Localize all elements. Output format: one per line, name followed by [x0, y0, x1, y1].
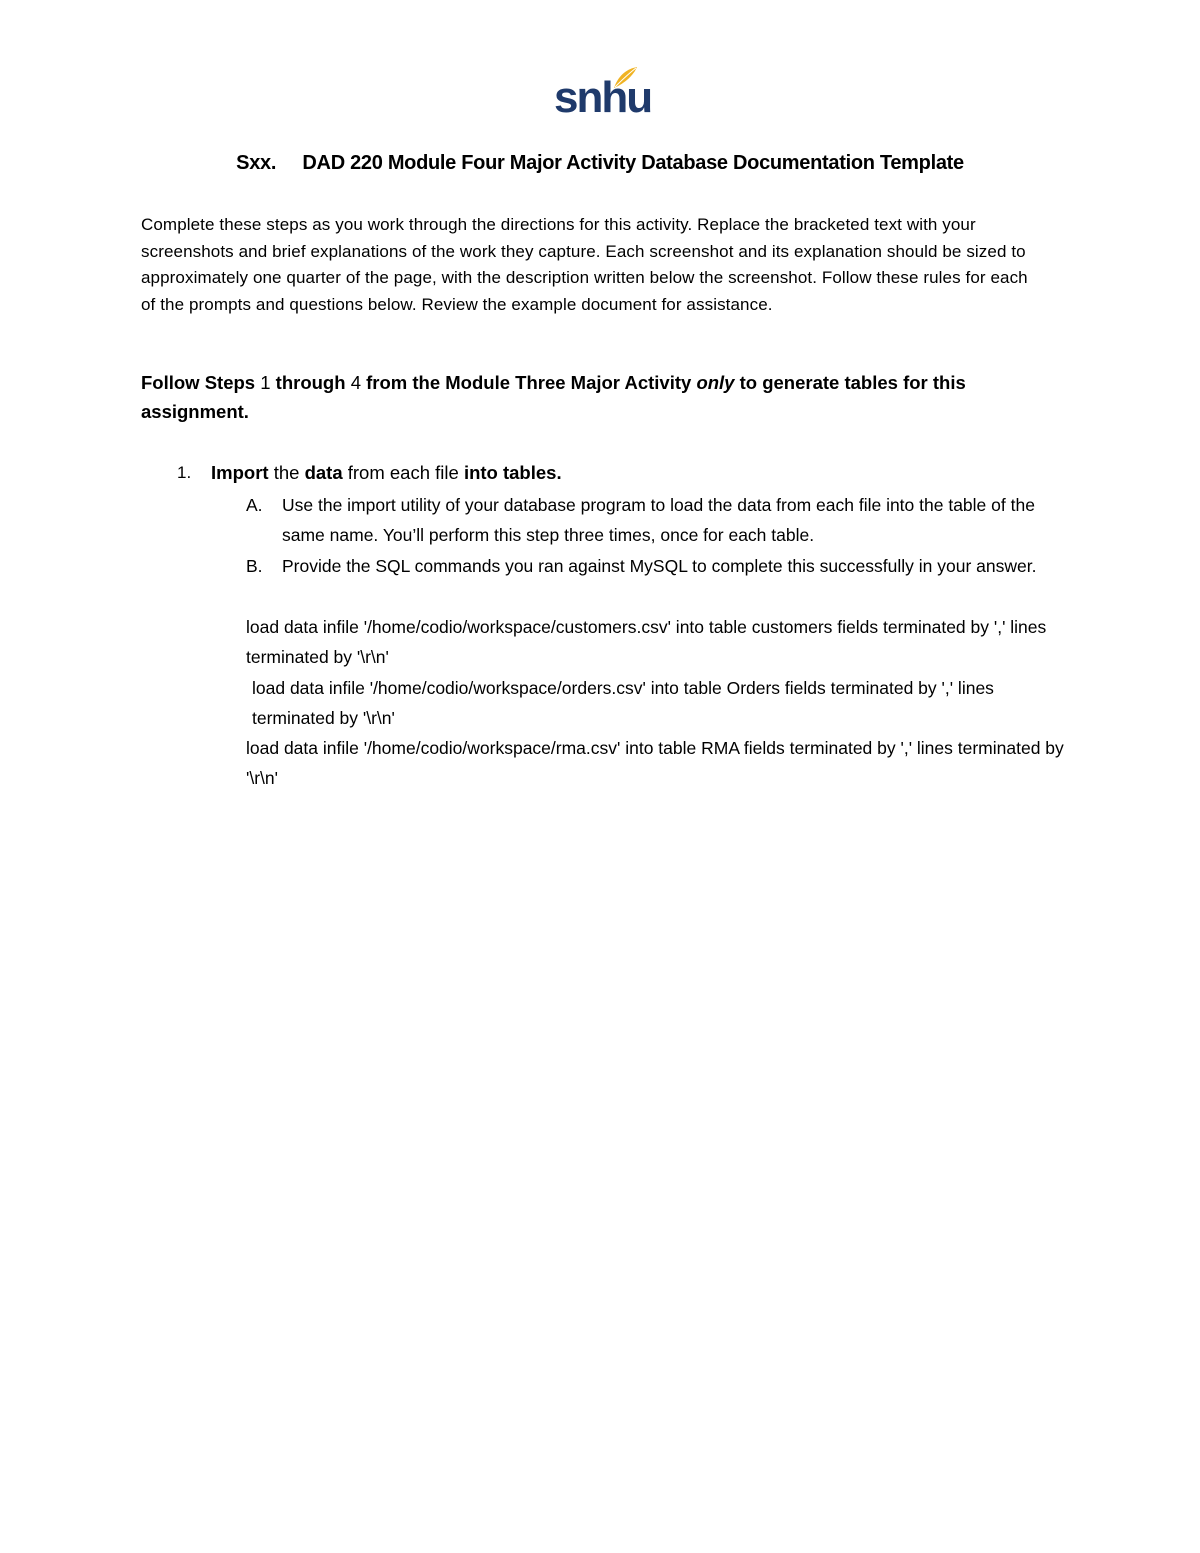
- follow-text-2: through: [270, 372, 351, 393]
- sql-command-rma: load data infile '/home/codio/workspace/rma.csv' into table RMA fields terminated by ',' lines terminated by '\r\n': [246, 738, 1064, 789]
- follow-text-1: Follow Steps: [141, 372, 261, 393]
- follow-text-3: from the Module Three Major Activity: [360, 372, 697, 393]
- step-word-the: the: [268, 462, 305, 483]
- step-word-data: data: [304, 462, 343, 483]
- step-word-into-tables: into tables.: [463, 462, 562, 483]
- substep-marker: A.: [246, 495, 263, 515]
- snhu-logo: [554, 66, 652, 124]
- logo-text: snhu: [554, 73, 652, 122]
- substep-text: Use the import utility of your database program to load the data from each file into the table of the same name. You’ll perform this step three times, once for each table.: [282, 495, 1035, 545]
- title-prefix: Sxx.: [236, 152, 277, 174]
- sql-command-orders: load data infile '/home/codio/workspace/orders.csv' into table Orders fields terminated by ',' lines terminated by '\r\n': [252, 677, 994, 728]
- substep-marker: B.: [246, 556, 263, 576]
- document-title: [0, 152, 1200, 175]
- follow-num-1: 1: [260, 372, 271, 393]
- substep-text: Provide the SQL commands you ran against MySQL to complete this successfully in your answer.: [282, 556, 1037, 576]
- step-marker: 1.: [177, 463, 192, 482]
- sql-commands: [246, 612, 1066, 794]
- step-word-from: from each file: [342, 462, 464, 483]
- intro-paragraph: Complete these steps as you work through the directions for this activity. Replace the bracketed text with your screenshots and brief explanations of the work they capture. Each screenshot and its explanation should be sized to approximately one quarter of the page, with the description written below the screenshot. Follow these rules for each of the prompts and questions below. Review the example document for assistance.: [141, 215, 1028, 314]
- title-main: DAD 220 Module Four Major Activity Database Documentation Template: [302, 152, 964, 174]
- step-heading: [211, 460, 562, 486]
- step-word-import: Import: [211, 462, 269, 483]
- follow-num-2: 4: [350, 372, 361, 393]
- substep-a: [246, 490, 1066, 550]
- sql-command-customers: load data infile '/home/codio/workspace/customers.csv' into table customers fields terminated by ',' lines terminated by '\r\n': [246, 617, 1047, 668]
- follow-text-4: to generate tables for this assignment.: [141, 372, 966, 422]
- follow-instructions: [141, 368, 1021, 426]
- substep-b: [246, 551, 1066, 581]
- follow-emphasis: only: [696, 372, 735, 393]
